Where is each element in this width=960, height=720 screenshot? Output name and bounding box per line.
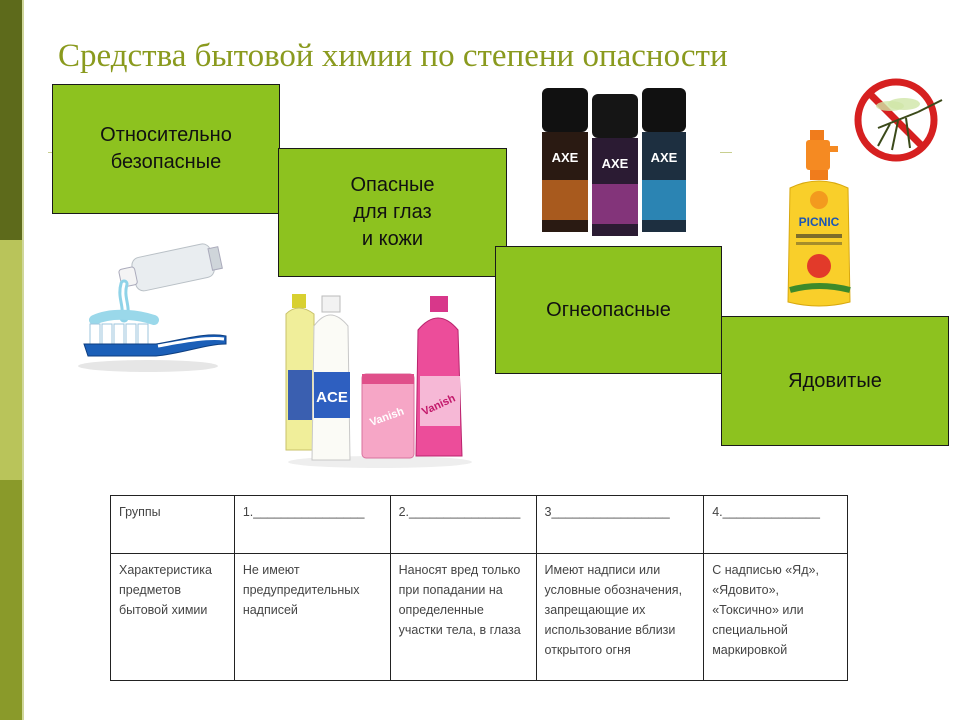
decor-bar-bottom [0,480,22,720]
category-relatively-safe: Относительно безопасные [52,84,280,214]
table-cell: С надписью «Яд», «Ядовито», «Токсично» или специальной маркировкой [704,554,848,681]
bleach-brand-label: ACE [316,389,348,406]
table-cell: Наносят вред только при попадании на определенные участки тела, в глаза [390,554,536,681]
table-cell: Имеют надписи или условные обозначения, запрещающие их использование вблизи открытого огня [536,554,704,681]
classification-table [110,495,848,681]
decor-bar-middle [0,240,22,480]
cleaning-bottles-image [282,290,478,470]
slide-title: Средства бытовой химии по степени опасности [58,38,728,74]
table-cell: 1.________________ [234,496,390,554]
deodorant-2-brand-label: AXE [601,156,629,171]
deodorant-cans-image [538,84,690,240]
table-cell: 3_________________ [536,496,704,554]
repellent-bottle-image [780,130,860,310]
decor-side-line [22,0,24,720]
table-cell: Группы [111,496,235,554]
deodorant-1-brand-label: AXE [551,150,579,165]
table-cell: 4.______________ [704,496,848,554]
deodorant-3-brand-label: AXE [650,150,678,165]
table-cell: Не имеют предупредительных надписей [234,554,390,681]
table-cell: Характеристика предметов бытовой химии [111,554,235,681]
repellent-brand-label: PICNIC [798,215,840,229]
table-header-row [111,496,848,554]
stain-jar-brand-label: Vanish [368,405,406,429]
category-poisonous: Ядовитые [721,316,949,446]
table-row [111,554,848,681]
category-eye-skin-hazard: Опасные для глаз и кожи [278,148,507,277]
stain-bottle-brand-label: Vanish [420,392,458,419]
guide-line [720,152,732,153]
no-mosquito-icon [848,76,948,166]
toothbrush-image [66,240,231,375]
category-flammable: Огнеопасные [495,246,722,374]
decor-bar-top [0,0,22,240]
table-cell: 2.________________ [390,496,536,554]
